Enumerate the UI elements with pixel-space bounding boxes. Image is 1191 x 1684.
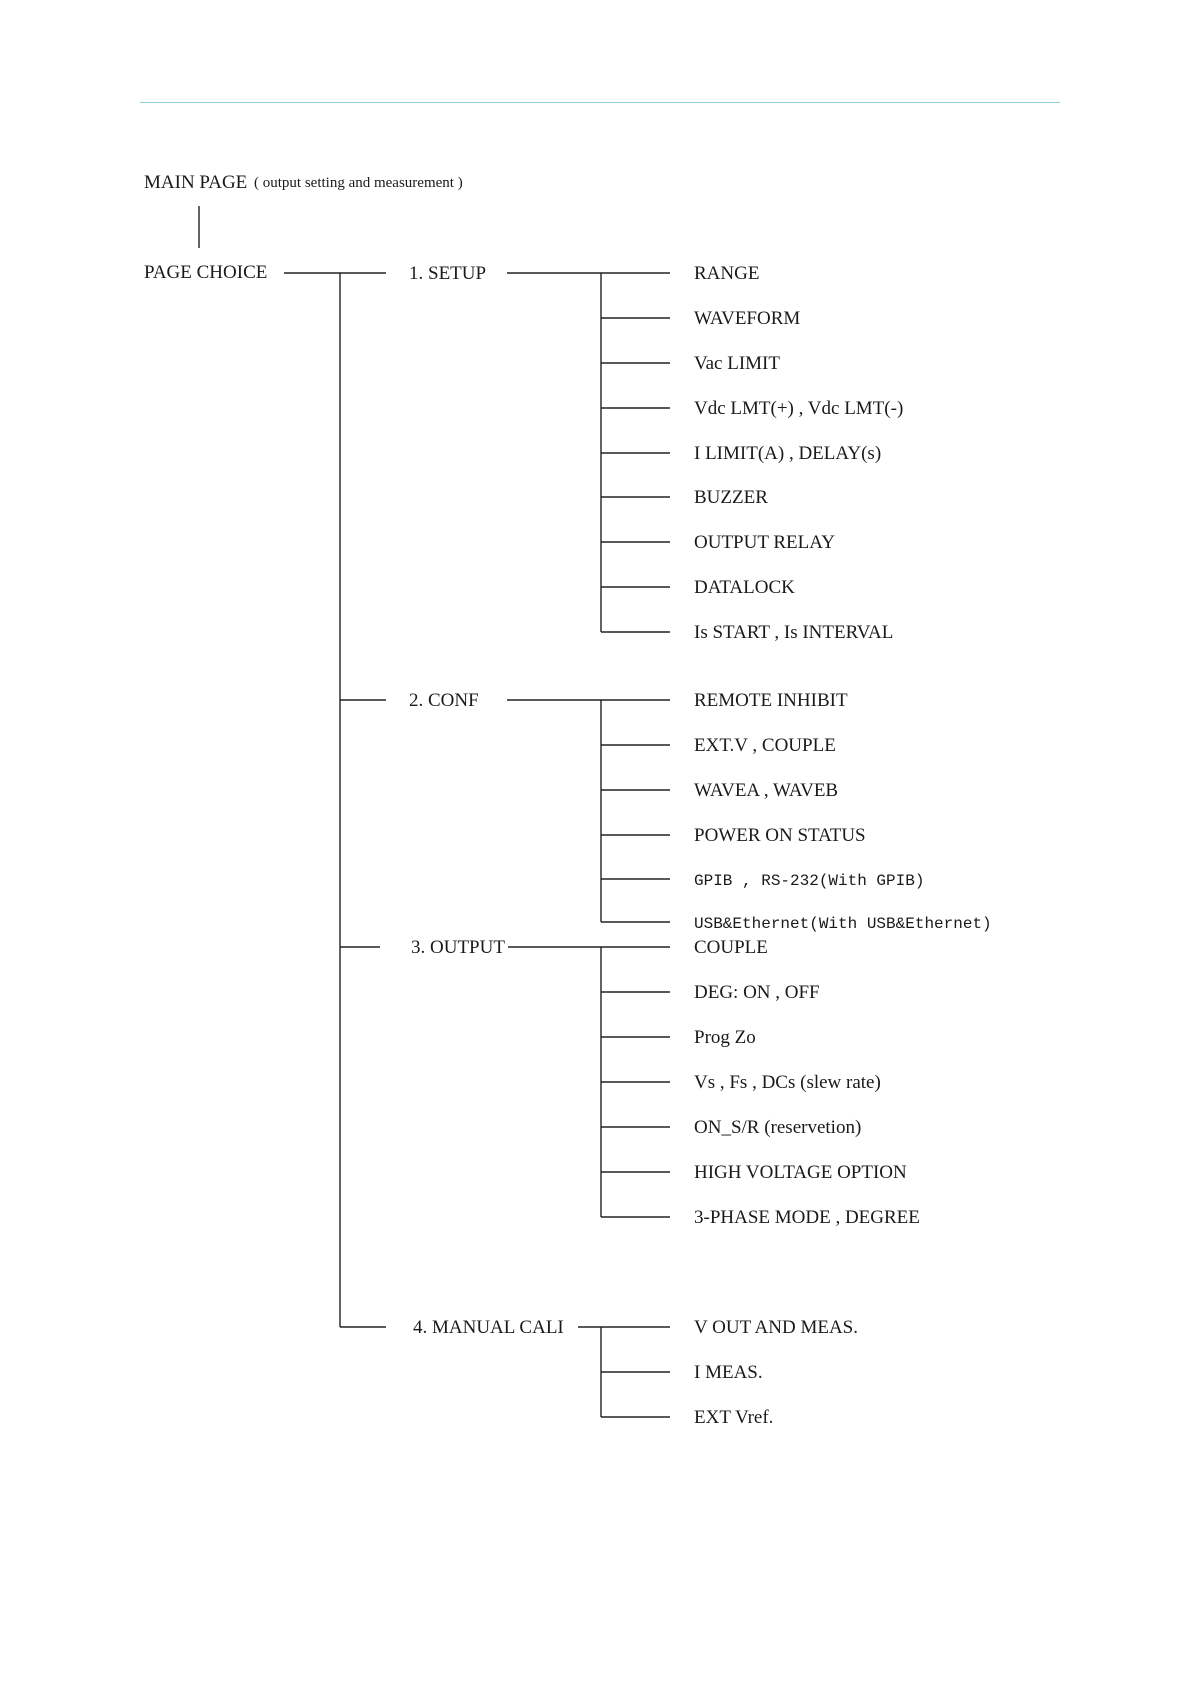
menu-item-label: COUPLE <box>694 937 768 958</box>
menu-group <box>340 1317 858 1428</box>
menu-groups <box>340 263 992 1428</box>
menu-item-label: DATALOCK <box>694 577 795 598</box>
group-label: 3. OUTPUT <box>411 937 505 958</box>
menu-item-label: ON_S/R (reservetion) <box>694 1117 862 1138</box>
menu-item-label: V OUT AND MEAS. <box>694 1317 858 1338</box>
menu-item-label: WAVEA , WAVEB <box>694 780 839 801</box>
main-page-note: ( output setting and measurement ) <box>254 175 463 191</box>
menu-item-label: Vs , Fs , DCs (slew rate) <box>694 1072 881 1093</box>
menu-group <box>340 263 903 643</box>
menu-item-label: EXT Vref. <box>694 1407 774 1428</box>
menu-item-label: 3-PHASE MODE , DEGREE <box>694 1207 920 1228</box>
menu-item-label: DEG: ON , OFF <box>694 982 820 1003</box>
menu-item-label: HIGH VOLTAGE OPTION <box>694 1162 907 1183</box>
main-page-label: MAIN PAGE <box>144 172 248 193</box>
menu-item-label: Is START , Is INTERVAL <box>694 622 894 643</box>
menu-item-label: BUZZER <box>694 487 768 508</box>
menu-item-label: OUTPUT RELAY <box>694 532 835 553</box>
group-label: 2. CONF <box>409 690 479 711</box>
group-label: 1. SETUP <box>409 263 487 284</box>
menu-item-label: EXT.V , COUPLE <box>694 735 836 756</box>
menu-item-label: USB&Ethernet(With USB&Ethernet) <box>694 915 992 933</box>
menu-item-label: Prog Zo <box>694 1027 756 1048</box>
menu-item-label: WAVEFORM <box>694 308 801 329</box>
menu-item-label: Vdc LMT(+) , Vdc LMT(-) <box>694 398 904 419</box>
menu-group <box>340 937 920 1228</box>
menu-item-label: REMOTE INHIBIT <box>694 690 848 711</box>
menu-item-label: RANGE <box>694 263 760 284</box>
menu-item-label: I MEAS. <box>694 1362 763 1383</box>
menu-group <box>340 690 992 933</box>
menu-item-label: POWER ON STATUS <box>694 825 866 846</box>
menu-item-label: I LIMIT(A) , DELAY(s) <box>694 443 882 464</box>
group-label: 4. MANUAL CALI <box>413 1317 564 1338</box>
menu-item-label: Vac LIMIT <box>694 353 780 374</box>
menu-item-label: GPIB , RS-232(With GPIB) <box>694 872 925 890</box>
page-choice-label: PAGE CHOICE <box>144 262 268 283</box>
